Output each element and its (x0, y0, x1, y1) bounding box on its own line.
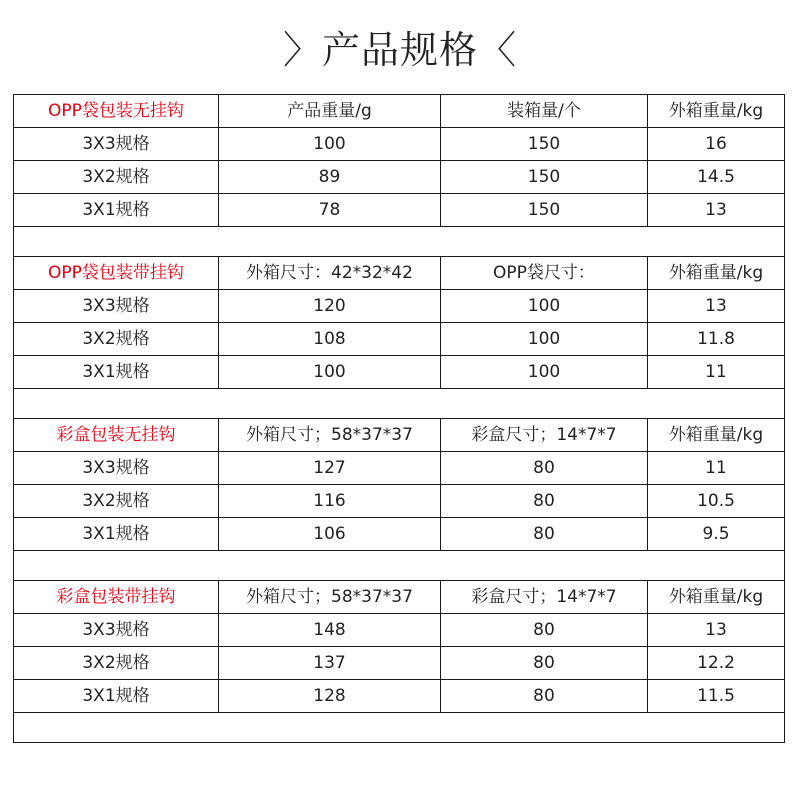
column-header: 彩盒尺寸；14*7*7 (441, 581, 648, 614)
spec-name-cell: 3X1规格 (14, 194, 219, 227)
table-row (14, 194, 785, 227)
table-cell: 100 (219, 356, 441, 389)
table-cell: 100 (219, 128, 441, 161)
section-spacer-row (14, 389, 785, 419)
table-row (14, 356, 785, 389)
table-cell: 80 (441, 647, 648, 680)
spec-name-cell: 3X2规格 (14, 323, 219, 356)
table-cell: 11 (648, 356, 785, 389)
table-cell: 100 (441, 356, 648, 389)
table-row (14, 647, 785, 680)
table-row (14, 128, 785, 161)
section-header-row (14, 419, 785, 452)
table-cell: 11.5 (648, 680, 785, 713)
table-cell: 80 (441, 452, 648, 485)
section-label: 彩盒包装无挂钩 (14, 419, 219, 452)
spacer-cell (14, 389, 785, 419)
column-header: 装箱量/个 (441, 95, 648, 128)
section-spacer-row (14, 227, 785, 257)
table-cell: 13 (648, 614, 785, 647)
column-header: 外箱尺寸；58*37*37 (219, 581, 441, 614)
spec-name-cell: 3X3规格 (14, 614, 219, 647)
table-cell: 11 (648, 452, 785, 485)
table-cell: 80 (441, 680, 648, 713)
table-cell: 80 (441, 485, 648, 518)
spacer-cell (14, 551, 785, 581)
table-row (14, 290, 785, 323)
table-cell: 137 (219, 647, 441, 680)
column-header: OPP袋尺寸： (441, 257, 648, 290)
table-row (14, 614, 785, 647)
table-cell: 9.5 (648, 518, 785, 551)
table-row (14, 485, 785, 518)
table-cell: 116 (219, 485, 441, 518)
column-header: 外箱重量/kg (648, 257, 785, 290)
section-header-row (14, 581, 785, 614)
spacer-cell (14, 227, 785, 257)
table-cell: 100 (441, 290, 648, 323)
table-row (14, 518, 785, 551)
table-row (14, 323, 785, 356)
column-header: 外箱重量/kg (648, 581, 785, 614)
table-cell: 12.2 (648, 647, 785, 680)
column-header: 外箱重量/kg (648, 95, 785, 128)
table-cell: 108 (219, 323, 441, 356)
table-cell: 100 (441, 323, 648, 356)
section-spacer-row (14, 713, 785, 743)
table-cell: 13 (648, 194, 785, 227)
spec-name-cell: 3X1规格 (14, 518, 219, 551)
table-row (14, 161, 785, 194)
table-cell: 89 (219, 161, 441, 194)
section-header-row (14, 257, 785, 290)
table-cell: 128 (219, 680, 441, 713)
column-header: 外箱尺寸：42*32*42 (219, 257, 441, 290)
table-cell: 11.8 (648, 323, 785, 356)
section-spacer-row (14, 551, 785, 581)
table-cell: 120 (219, 290, 441, 323)
spec-name-cell: 3X3规格 (14, 290, 219, 323)
page-title: 〉产品规格〈 (282, 28, 517, 72)
column-header: 外箱尺寸；58*37*37 (219, 419, 441, 452)
spec-name-cell: 3X2规格 (14, 647, 219, 680)
section-label: 彩盒包装带挂钩 (14, 581, 219, 614)
section-label: OPP袋包装无挂钩 (14, 95, 219, 128)
table-row (14, 680, 785, 713)
column-header: 产品重量/g (219, 95, 441, 128)
column-header: 彩盒尺寸；14*7*7 (441, 419, 648, 452)
table-row (14, 452, 785, 485)
table-cell: 150 (441, 194, 648, 227)
section-header-row (14, 95, 785, 128)
spacer-cell (14, 713, 785, 743)
spec-name-cell: 3X2规格 (14, 485, 219, 518)
column-header: 外箱重量/kg (648, 419, 785, 452)
table-cell: 80 (441, 614, 648, 647)
spec-name-cell: 3X1规格 (14, 356, 219, 389)
spec-name-cell: 3X3规格 (14, 128, 219, 161)
section-label: OPP袋包装带挂钩 (14, 257, 219, 290)
table-cell: 80 (441, 518, 648, 551)
table-cell: 14.5 (648, 161, 785, 194)
spec-name-cell: 3X1规格 (14, 680, 219, 713)
table-cell: 150 (441, 161, 648, 194)
table-cell: 10.5 (648, 485, 785, 518)
table-cell: 78 (219, 194, 441, 227)
spec-table (13, 94, 785, 743)
table-cell: 106 (219, 518, 441, 551)
table-cell: 127 (219, 452, 441, 485)
spec-name-cell: 3X2规格 (14, 161, 219, 194)
table-cell: 13 (648, 290, 785, 323)
table-cell: 16 (648, 128, 785, 161)
table-cell: 150 (441, 128, 648, 161)
table-cell: 148 (219, 614, 441, 647)
spec-name-cell: 3X3规格 (14, 452, 219, 485)
